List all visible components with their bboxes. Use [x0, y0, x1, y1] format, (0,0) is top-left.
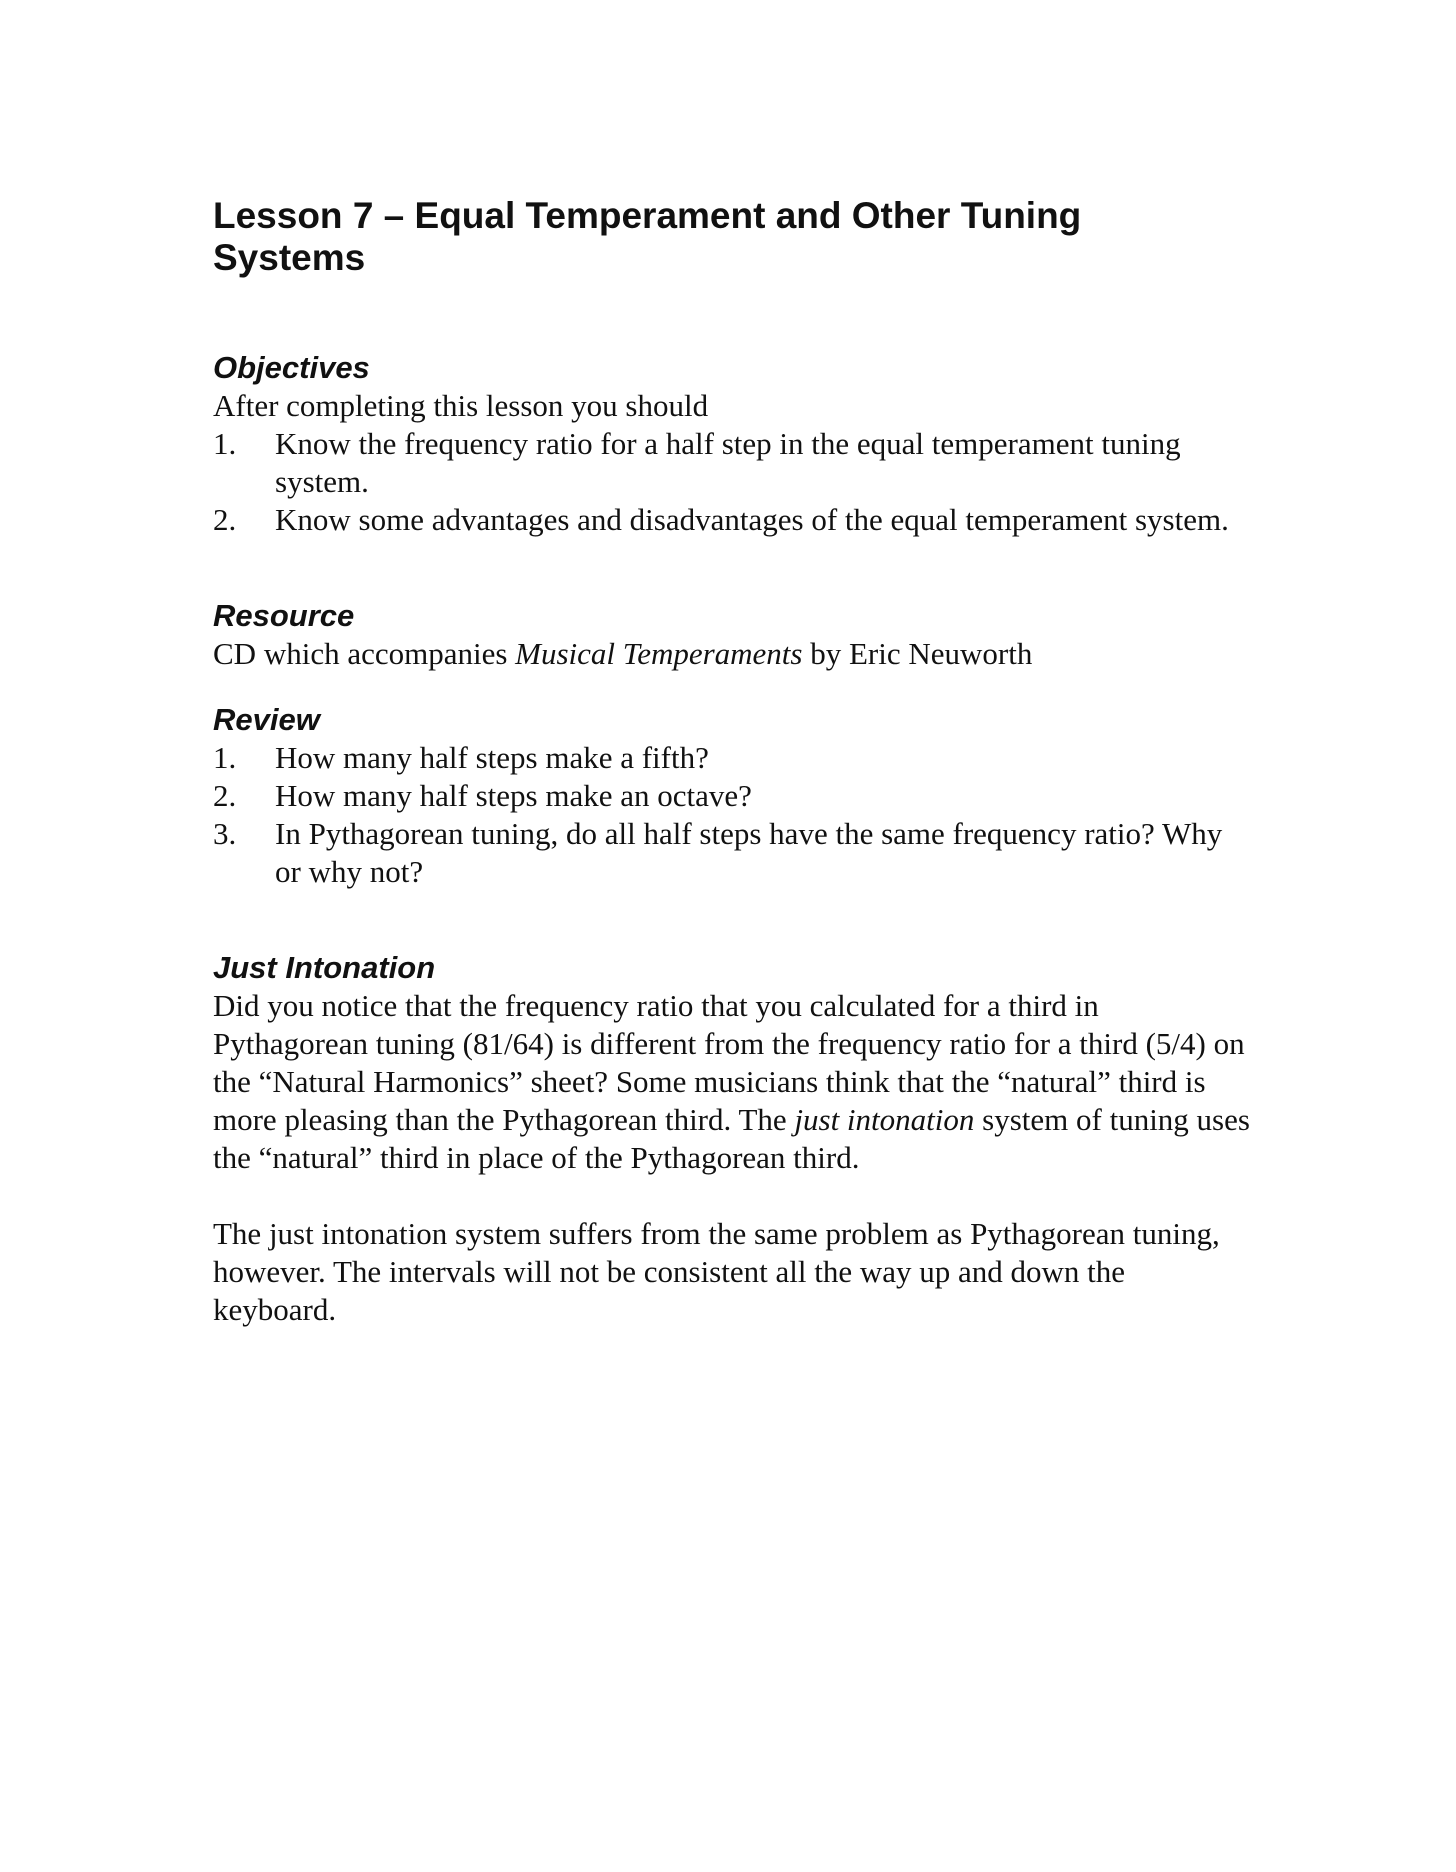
page-title: Lesson 7 – Equal Temperament and Other Tuning Systems	[213, 195, 1082, 278]
list-item-text: Know some advantages and disadvantages of the equal temperament system.	[275, 502, 1229, 537]
list-item-text: In Pythagorean tuning, do all half steps have the same frequency ratio? Why or why not?	[275, 816, 1223, 889]
book-title: Musical Temperaments	[515, 636, 803, 671]
just-intonation-term: just intonation	[794, 1102, 975, 1137]
just-intonation-paragraph-2: The just intonation system suffers from the same problem as Pythagorean tuning, however. The intervals will not be consistent all the way up and down the keyboard.	[213, 1216, 1220, 1327]
just-intonation-heading: Just Intonation	[213, 950, 436, 985]
resource-text	[213, 635, 1253, 673]
list-item-number: 2.	[213, 778, 237, 813]
just-intonation-paragraph-1	[213, 987, 1253, 1177]
objectives-intro: After completing this lesson you should	[213, 388, 709, 423]
list-item-text: How many half steps make a fifth?	[275, 740, 709, 775]
paragraph-text: Did you notice that the frequency ratio that you calculated for a third in Pythagorean tuning (81/64) is different from the frequency ratio for a third (5/4) on the “Natural Harmonics” sheet? Some musicians think that the “natural” third is more pleasing than the Pythagorean third. The	[213, 988, 1245, 1137]
list-item-number: 1.	[213, 426, 237, 461]
review-heading: Review	[213, 702, 320, 737]
list-item-number: 1.	[213, 740, 237, 775]
list-item-text: Know the frequency ratio for a half step in the equal temperament tuning system.	[275, 426, 1181, 499]
document-page	[213, 195, 1253, 1329]
objectives-list	[213, 425, 1253, 539]
list-item	[213, 501, 1253, 539]
resource-text-before: CD which accompanies	[213, 636, 516, 671]
resource-heading: Resource	[213, 598, 355, 633]
resource-text-after: by Eric Neuworth	[802, 636, 1033, 671]
list-item	[213, 815, 1253, 891]
review-list	[213, 739, 1253, 891]
list-item-text: How many half steps make an octave?	[275, 778, 752, 813]
list-item-number: 2.	[213, 502, 237, 537]
list-item	[213, 739, 1253, 777]
paragraph-text: system of tuning uses the “natural” third in place of the Pythagorean third.	[213, 1102, 1250, 1175]
list-item	[213, 425, 1253, 501]
objectives-heading: Objectives	[213, 350, 370, 385]
list-item	[213, 777, 1253, 815]
list-item-number: 3.	[213, 816, 237, 851]
